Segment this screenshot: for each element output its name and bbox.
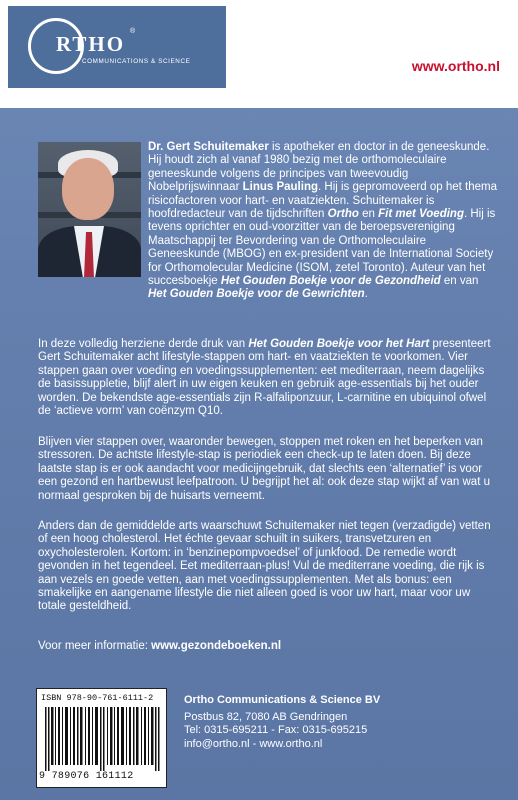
description-paragraph-3: Anders dan de gemiddelde arts waarschuwt Schuitemaker niet tegen (verzadigde) vetten of een hoog cholesterol. Het échte gevaar schuilt in suikers, transvetzuren en oxycholesterolen. Kortom: in ‘benzinepompvoedsel’ of junkfood. De remedie wordt gevonden in het tegendeel. Eet mediterraan-plus! Vul de mediterrane voeding, die rijk is aan vezels en goede vetten, aan met voedingssupplementen. Met als bonus: een smakelijke en aangename lifestyle die niet alleen goed is voor uw hart, maar voor uw totale gesteldheid. xyxy=(38,520,491,613)
publisher-phone: Tel: 0315-695211 - Fax: 0315-695215 xyxy=(184,724,368,736)
author-photo xyxy=(38,142,141,277)
author-bio: Dr. Gert Schuitemaker is apotheker en doctor in de geneeskunde. Hij houdt zich al vanaf 1980 bezig met de orthomoleculaire geneeskunde volgens de principes van tweevoudig Nobelprijswinnaar Linus Pauling. Hij is gepromoveerd op het thema risicofactoren voor hart- en vaatziekten. Schuitemaker is hoofdredacteur van de tijdschriften Ortho en Fit met Voeding. Hij is tevens oprichter en oud-voorzitter van de beroepsvereniging Maatschappij ter Bevordering van de Orthomoleculaire Geneeskunde (MBOG) en ex-president van de International Society for Orthomolecular Medicine (ISOM, zetel Toronto). Auteur van het succesboekje Het Gouden Boekje voor de Gezondheid en van Het Gouden Boekje voor de Gewrichten. xyxy=(148,141,497,301)
header-band xyxy=(0,0,518,108)
book-title-hart: Het Gouden Boekje voor het Hart xyxy=(248,338,430,350)
publisher-name: Ortho Communications & Science BV xyxy=(184,694,381,706)
barcode-icon xyxy=(45,707,160,771)
logo-wordmark: RTHO xyxy=(56,32,126,56)
barcode-panel xyxy=(36,688,167,788)
publisher-logo xyxy=(8,6,226,88)
pauling-name: Linus Pauling xyxy=(242,181,318,194)
book-title-gewrichten: Het Gouden Boekje voor de Gewrichten xyxy=(148,288,365,301)
isbn-number: ISBN 978-90-761-6111-2 xyxy=(41,693,154,703)
ean-number: 9 789076 161112 xyxy=(39,771,134,782)
description-paragraph-2: Blijven vier stappen over, waaronder bewegen, stoppen met roken en het beperken van stressoren. De achtste lifestyle-stap is periodiek een check-up te laten doen. Bij deze laatste stap is er ook aandacht voor medicijngebruik, dat slechts een ‘alternatief’ is voor een gezond en hartbewust leefpatroon. U begrijpt het al: ook deze stap wijkt af van wat u normaal gesproken bij de huisarts verneemt. xyxy=(38,436,490,502)
more-info-line: Voor meer informatie: www.gezondeboeken.nl xyxy=(38,640,282,652)
more-info-url[interactable]: www.gezondeboeken.nl xyxy=(151,640,282,652)
book-title-gezondheid: Het Gouden Boekje voor de Gezondheid xyxy=(220,275,441,288)
magazine-fit: Fit met Voeding xyxy=(378,208,464,221)
description-paragraph-1: In deze volledig herziene derde druk van Het Gouden Boekje voor het Hart presenteert Gert Schuitemaker acht lifestyle-stappen om hart- en vaatziekten te voorkomen. Vier stappen gaan over voeding en voedingssupplementen: eet mediterraan, neem dagelijks de basissuppletie, blijf alert in uw eigen keuken en gebruik age-essentials bij het ouder worden. De bekendste age-essentials zijn R-alfaliponzuur, L-carnitine en ubiquinol ofwel de ‘actieve vorm’ van coënzym Q10. xyxy=(38,338,491,418)
logo-registered-mark: ® xyxy=(130,28,136,35)
publisher-info xyxy=(184,694,380,751)
author-name: Dr. Gert Schuitemaker xyxy=(148,141,269,153)
magazine-ortho: Ortho xyxy=(327,208,359,221)
publisher-contact[interactable]: info@ortho.nl - www.ortho.nl xyxy=(184,737,323,750)
logo-subtitle: COMMUNICATIONS & SCIENCE xyxy=(82,58,191,65)
header-website-link[interactable]: www.ortho.nl xyxy=(411,58,500,74)
publisher-address: Postbus 82, 7080 AB Gendringen xyxy=(184,710,348,723)
